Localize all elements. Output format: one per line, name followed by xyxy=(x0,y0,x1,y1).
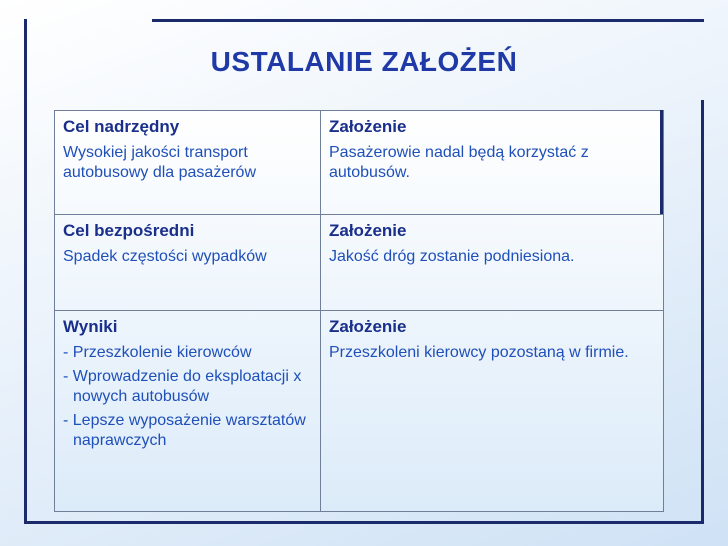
cell-assumption-2 xyxy=(321,215,663,310)
cell-text: Pasażerowie nadal będą korzystać z autobusów. xyxy=(329,144,589,181)
cell-results xyxy=(55,311,321,511)
cell-heading: Cel bezpośredni xyxy=(63,221,195,240)
cell-assumption-3 xyxy=(321,311,663,511)
slide-title: USTALANIE ZAŁOŻEŃ xyxy=(210,46,518,77)
result-item: - Przeszkolenie kierowców xyxy=(63,344,252,361)
frame-bottom-line xyxy=(24,521,704,524)
table-shadow-edge xyxy=(660,110,663,214)
cell-direct-goal xyxy=(55,215,321,310)
cell-heading: Wyniki xyxy=(63,317,118,336)
result-item: - Wprowadzenie do eksploatacji x nowych autobusów xyxy=(63,368,302,405)
frame-right-line xyxy=(701,100,704,524)
cell-heading: Założenie xyxy=(329,221,407,240)
frame-top-line xyxy=(152,19,704,22)
frame-left-line xyxy=(24,19,27,524)
result-item: - Lepsze wyposażenie warsztatów naprawczych xyxy=(63,412,306,449)
cell-text: Przeszkoleni kierowcy pozostaną w firmie. xyxy=(329,344,629,361)
table-row-purpose xyxy=(55,215,663,311)
cell-text: Wysokiej jakości transport autobusowy dla pasażerów xyxy=(63,144,257,181)
cell-heading: Założenie xyxy=(329,117,407,136)
table-row-goal xyxy=(55,111,663,215)
cell-heading: Cel nadrzędny xyxy=(63,117,180,136)
cell-assumption-1 xyxy=(321,111,663,214)
cell-overall-goal xyxy=(55,111,321,214)
cell-text: Spadek częstości wypadków xyxy=(63,248,267,265)
table-row-results xyxy=(55,311,663,511)
cell-heading: Założenie xyxy=(329,317,407,336)
assumptions-table xyxy=(54,110,664,512)
cell-text: Jakość dróg zostanie podniesiona. xyxy=(329,248,575,265)
